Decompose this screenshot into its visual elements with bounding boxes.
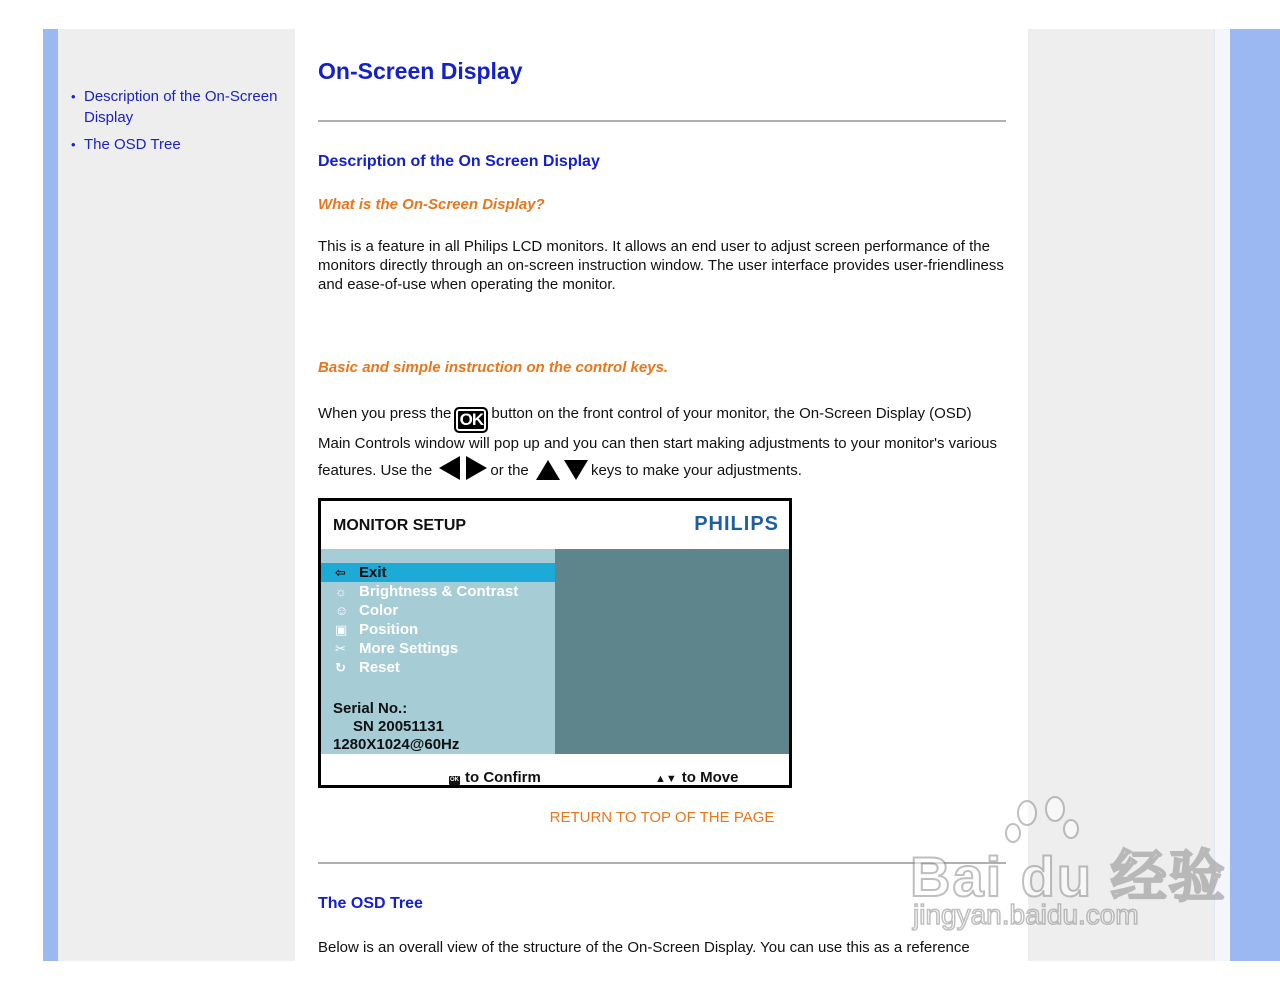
osd-menu-item-reset: [321, 658, 555, 677]
move-label: to Move: [681, 769, 739, 786]
ok-button-icon: OK: [450, 777, 459, 783]
osd-menu-item-position: [321, 620, 555, 639]
return-to-top-link[interactable]: RETURN TO TOP OF THE PAGE: [549, 809, 775, 826]
text-fragment: button on the front control of your monitor, the On-Screen Display (OSD) Main Controls window will pop up and you can then start making adjustments to your monitor's various features. Use the: [318, 405, 998, 479]
osd-move-hint: [655, 769, 738, 786]
osd-menu-item-more-settings: [321, 639, 555, 658]
osd-menu-item-brightness: [321, 582, 555, 601]
ok-key-icon: OK: [454, 407, 488, 433]
page-title: On-Screen Display: [318, 58, 523, 84]
text-fragment: When you press the: [318, 405, 452, 422]
reset-icon: ↻: [335, 660, 346, 675]
right-decorative-band: [1230, 29, 1280, 961]
sidebar-nav: [70, 86, 288, 161]
control-keys-paragraph: [318, 403, 1006, 482]
osd-menu-label: Color: [359, 602, 399, 619]
osd-menu-label: Brightness & Contrast: [359, 583, 519, 600]
osd-serial-info: [333, 700, 459, 754]
resolution-value: 1280X1024@60Hz: [333, 736, 460, 753]
intro-paragraph: This is a feature in all Philips LCD monitors. It allows an end user to adjust screen performance of the monitors directly through an on-screen instruction window. The user interface provides user-friendliness and ease-of-use when operating the monitor.: [318, 238, 1004, 293]
right-thin-column: [1214, 29, 1230, 961]
sidebar-item-description[interactable]: [70, 86, 288, 128]
osd-footer: [321, 754, 789, 785]
color-icon: ☺: [335, 603, 349, 618]
serial-label: Serial No.:: [333, 700, 408, 717]
text-fragment: or the: [490, 462, 529, 479]
osd-menu-item-exit: [321, 563, 555, 582]
left-right-arrows-icon: [438, 455, 488, 481]
osd-menu-item-color: [321, 601, 555, 620]
osd-submenu-panel: [555, 549, 789, 754]
osd-menu-label: Reset: [359, 659, 400, 676]
sidebar-item-label[interactable]: Description of the On-Screen Display: [84, 88, 278, 126]
osd-confirm-hint: [449, 769, 541, 786]
osd-screenshot: [318, 498, 792, 788]
serial-value: SN 20051131: [353, 718, 444, 735]
sidebar-item-label[interactable]: The OSD Tree: [84, 136, 181, 153]
watermark-brand: Bai du 经验: [910, 845, 1227, 908]
text-fragment: keys to make your adjustments.: [590, 462, 802, 479]
sidebar-item-osd-tree[interactable]: [70, 134, 288, 155]
confirm-label: to Confirm: [465, 769, 541, 786]
section-heading-description: Description of the On Screen Display: [318, 153, 600, 170]
tools-icon: ✂: [335, 641, 346, 656]
osd-menu-label: More Settings: [359, 640, 459, 657]
osd-menu-panel: [321, 549, 555, 754]
osd-tree-paragraph: Below is an overall view of the structure of the On-Screen Display. You can use this as a reference: [318, 939, 970, 956]
osd-menu: [321, 563, 555, 677]
osd-title: MONITOR SETUP: [333, 517, 467, 534]
philips-logo: PHILIPS: [694, 513, 779, 535]
subheading-control-keys: Basic and simple instruction on the control keys.: [318, 359, 669, 376]
section-heading-osd-tree: The OSD Tree: [318, 895, 423, 912]
watermark-url: jingyan.baidu.com: [913, 899, 1139, 930]
divider: [318, 120, 1006, 122]
exit-icon: ⇦: [335, 565, 346, 580]
left-decorative-band: [43, 29, 58, 961]
sidebar: [58, 29, 295, 961]
right-gray-column: [1028, 29, 1214, 961]
position-icon: ▣: [335, 622, 348, 637]
subheading-what-is-osd: What is the On-Screen Display?: [318, 196, 545, 213]
osd-menu-label: Exit: [359, 564, 387, 581]
up-down-icon: ▲▼: [655, 773, 677, 785]
divider: [318, 862, 1006, 864]
osd-menu-label: Position: [359, 621, 419, 638]
main-content: [296, 29, 1027, 961]
up-down-arrows-icon: [535, 459, 589, 481]
sun-icon: ☼: [335, 584, 347, 599]
osd-header: [321, 501, 789, 549]
